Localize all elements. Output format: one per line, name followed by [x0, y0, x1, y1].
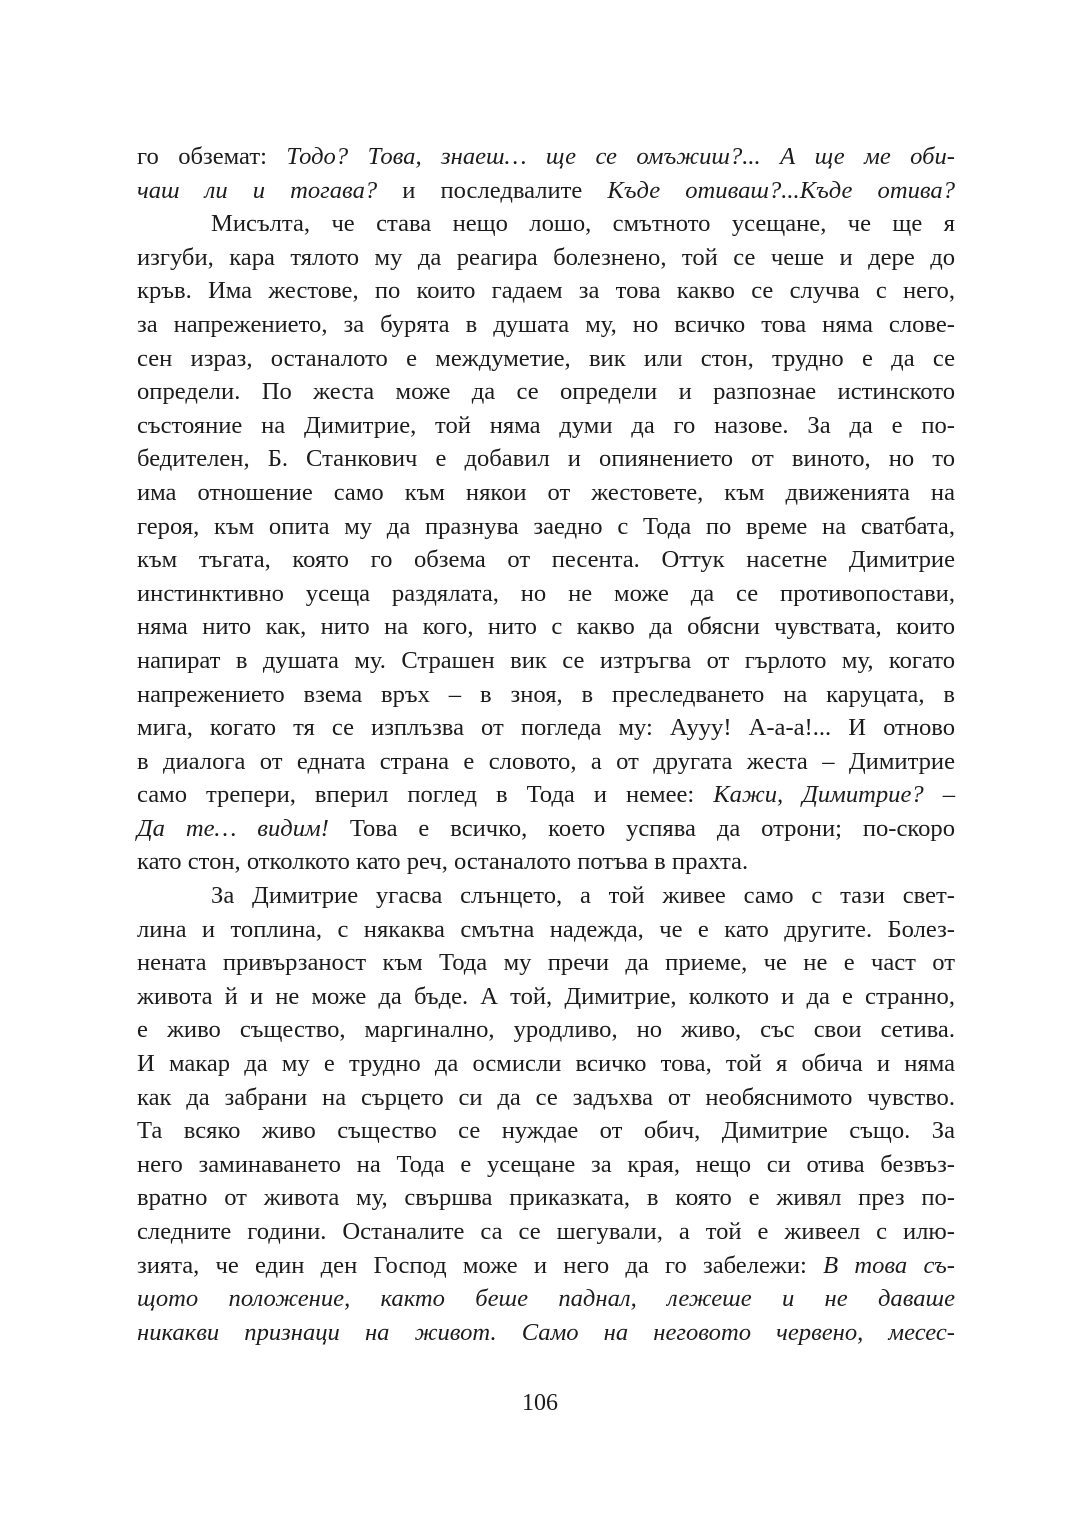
italic-quote: Да те… видим!	[137, 814, 329, 842]
text-line	[137, 1013, 955, 1047]
text-line	[137, 1081, 955, 1115]
text-segment: И макар да му е трудно да осмисли всичко това, той я обича и няма	[137, 1050, 955, 1078]
text-segment: как да забрани на сърцето си да се задъхва от необяснимото чувство.	[137, 1083, 955, 1111]
text-segment: героя, към опита му да празнува заедно с Тода по време на сватбата,	[137, 512, 955, 540]
text-line	[137, 207, 955, 241]
text-line	[137, 308, 955, 342]
text-segment: сен израз, останалото е междуметие, вик или стон, трудно е да се	[137, 344, 955, 372]
text-line	[137, 1148, 955, 1182]
text-line	[137, 442, 955, 476]
text-segment: зията, че един ден Господ може и него да го забележи:	[137, 1251, 824, 1279]
text-line	[137, 913, 955, 947]
text-line	[137, 1215, 955, 1249]
text-line	[137, 980, 955, 1014]
text-line	[137, 241, 955, 275]
italic-quote: щото положение, както беше паднал, лежеше и не даваше	[137, 1285, 955, 1313]
text-line	[137, 1282, 955, 1316]
text-segment: нената привързаност към Тода му пречи да приеме, че не е част от	[137, 949, 955, 977]
text-line	[137, 644, 955, 678]
text-segment: изгуби, кара тялото му да реагира болезнено, той се чеше и дере до	[137, 243, 955, 271]
page-number: 106	[522, 1390, 558, 1416]
text-segment: следните години. Останалите са се шегували, а той е живеел с илю-	[137, 1218, 955, 1245]
text-segment: вратно от живота му, свършва приказката, в която е живял през по-	[137, 1184, 955, 1212]
text-line	[137, 946, 955, 980]
text-segment: състояние на Димитрие, той няма думи да го назове. За да е по-	[137, 411, 955, 439]
text-line	[137, 1249, 955, 1283]
text-segment: Та всяко живо същество се нуждае от обич, Димитрие също. За	[137, 1117, 955, 1145]
text-line	[137, 879, 955, 913]
text-segment: Мисълта, че става нещо лошо, смътното усещане, че ще я	[211, 210, 955, 238]
text-line	[137, 476, 955, 510]
text-segment: за напрежението, за бурята в душата му, но всичко това няма слове-	[137, 310, 955, 338]
text-line	[137, 274, 955, 308]
page-body	[137, 140, 955, 1349]
text-line	[137, 409, 955, 443]
text-line	[137, 342, 955, 376]
text-segment: За Димитрие угасва слънцето, а той живее само с тази свет-	[211, 882, 955, 910]
text-line	[137, 1316, 955, 1350]
italic-quote: Кажи, Димитрие? –	[713, 781, 955, 809]
text-segment: определи. По жеста може да се определи и разпознае истинското	[137, 378, 955, 406]
text-line	[137, 745, 955, 779]
text-line	[137, 510, 955, 544]
text-segment: като стон, отколкото като реч, останалото потъва в прахта.	[137, 848, 749, 876]
text-segment: живота й и не може да бъде. А той, Димитрие, колкото и да е странно,	[137, 982, 955, 1010]
text-segment: го обземат:	[137, 143, 287, 170]
text-segment: кръв. Има жестове, по които гадаем за това какво се случва с него,	[137, 277, 955, 305]
text-segment: бедителен, Б. Станкович е добавил и опиянението от виното, но то	[137, 445, 955, 473]
text-segment: напрежението взема връх – в зноя, в преследването на каруцата, в	[137, 680, 955, 708]
text-line	[137, 543, 955, 577]
text-segment: и последвалите	[377, 176, 608, 204]
text-segment: инстинктивно усеща раздялата, но не може да се противопостави,	[137, 579, 955, 607]
text-line	[137, 845, 955, 879]
text-line	[137, 1114, 955, 1148]
text-segment: мига, когато тя се изплъзва от погледа му: Аууу! А-а-а!... И отново	[137, 714, 955, 742]
text-segment: Това е всичко, което успява да отрони; по-скоро	[328, 814, 955, 842]
text-segment: е живо същество, маргинално, уродливо, но живо, със свои сетива.	[137, 1016, 955, 1044]
text-line	[137, 778, 955, 812]
italic-quote: никакви признаци на живот. Само на неговото червено, месес-	[137, 1318, 955, 1346]
text-segment: има отношение само към някои от жестовете, към движенията на	[137, 478, 955, 506]
text-line	[137, 610, 955, 644]
italic-quote: Тодо? Това, знаеш… ще се омъжиш?... А ще ме оби-	[286, 143, 955, 170]
text-segment: няма нито как, нито на кого, нито с какво да обясни чувствата, които	[137, 613, 955, 641]
text-line	[137, 678, 955, 712]
text-line	[137, 375, 955, 409]
italic-quote: В това съ-	[823, 1251, 955, 1279]
text-segment: лина и топлина, с някаква смътна надежда, че е като другите. Болез-	[137, 915, 955, 943]
text-line	[137, 711, 955, 745]
text-segment: в диалога от едната страна е словото, а от другата жеста – Димитрие	[137, 747, 955, 775]
text-line	[137, 577, 955, 611]
text-segment: напират в душата му. Страшен вик се изтръгва от гърлото му, когато	[137, 646, 955, 674]
italic-quote: чаш ли и тогава?	[137, 176, 378, 204]
text-segment: него заминаването на Тода е усещане за края, нещо си отива безвъз-	[137, 1150, 955, 1178]
text-segment: към тъгата, която го обзема от песента. Оттук насетне Димитрие	[137, 546, 955, 574]
text-line	[137, 812, 955, 846]
text-line	[137, 1181, 955, 1215]
italic-quote: Къде отиваш?...Къде отива?	[607, 176, 955, 204]
text-line	[137, 1047, 955, 1081]
text-line	[137, 140, 955, 174]
text-segment: само трепери, вперил поглед в Тода и немее:	[137, 781, 714, 809]
text-line	[137, 174, 955, 208]
